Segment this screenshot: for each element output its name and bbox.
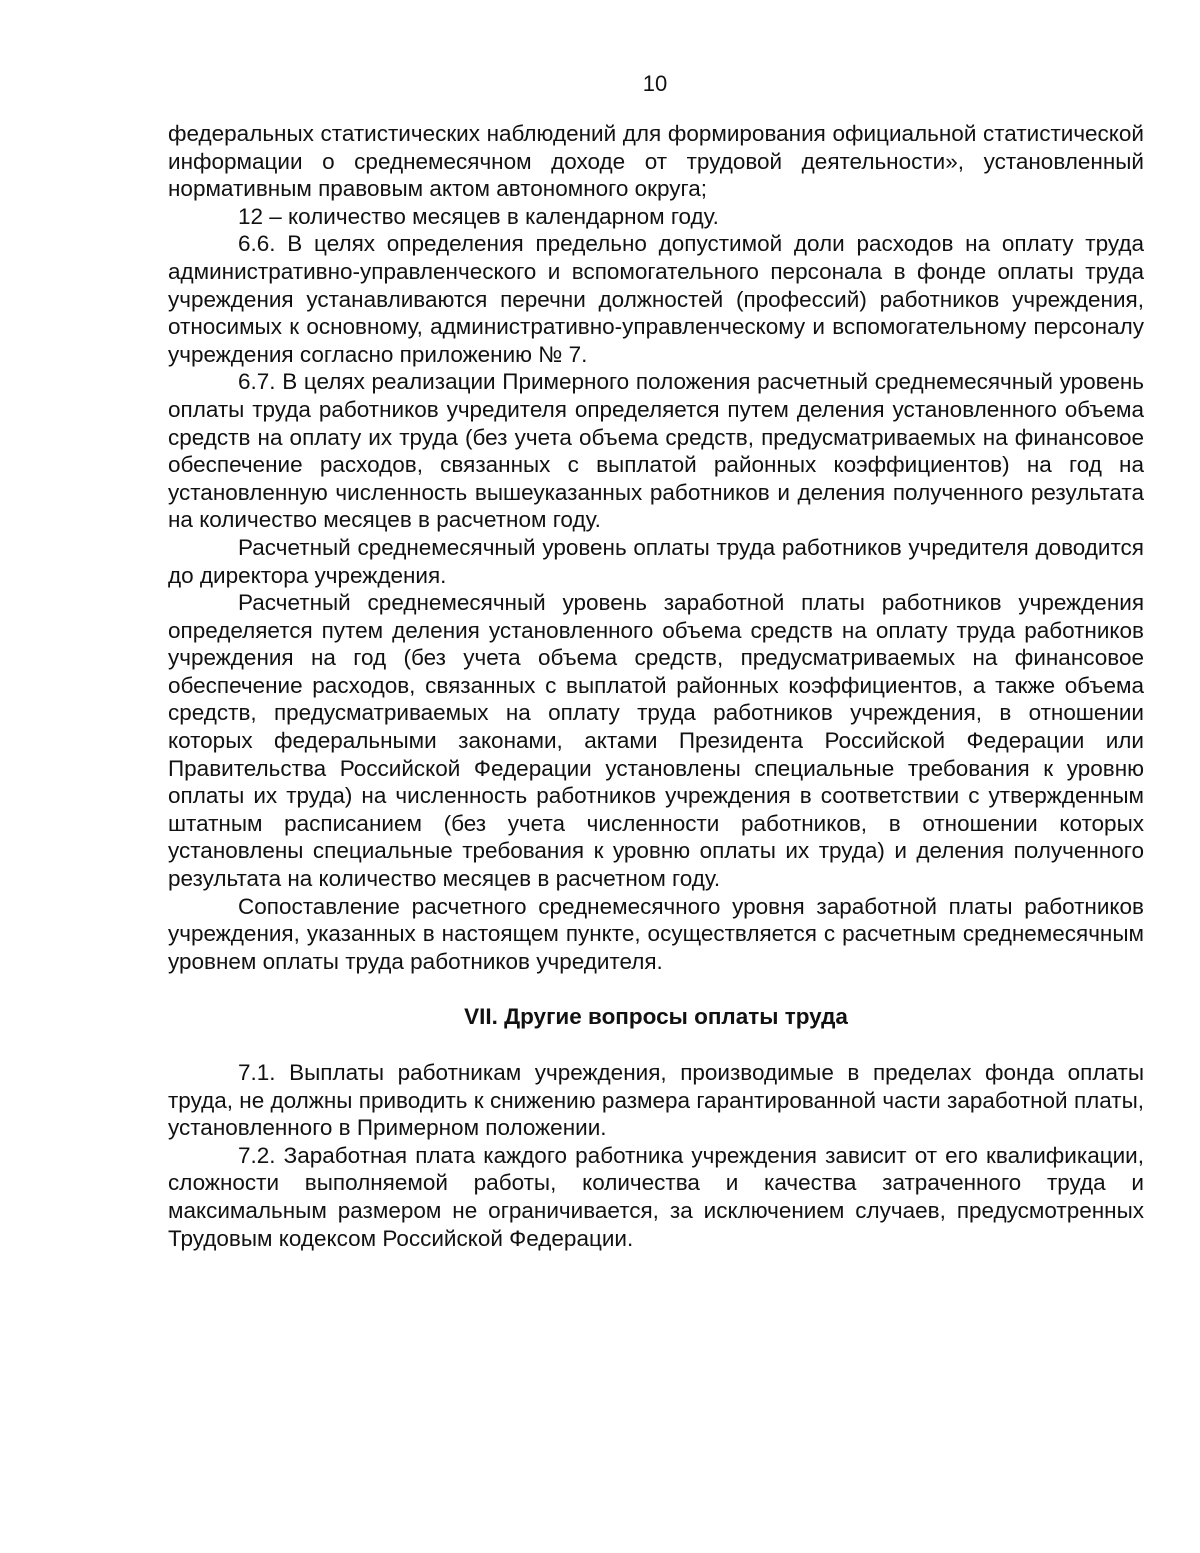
paragraph-comparison: Сопоставление расчетного среднемесячного уровня заработной платы работников учреждения, указанных в настоящем пункте, осуществляется с расчетным среднемесячным уровнем оплаты труда работников учредителя.	[168, 893, 1144, 974]
paragraph-6-6: 6.6. В целях определения предельно допустимой доли расходов на оплату труда административно-управленческого и вспомогательного персонала в фонде оплаты труда учреждения устанавливаются перечни должностей (профессий) работников учреждения, относимых к основному, административно-управленческому и вспомогательному персоналу учреждения согласно приложению № 7.	[168, 231, 1144, 367]
paragraph-founder-level: Расчетный среднемесячный уровень оплаты труда работников учредителя доводится до директора учреждения.	[168, 534, 1144, 588]
document-body	[168, 120, 1144, 1252]
paragraph-6-7: 6.7. В целях реализации Примерного положения расчетный среднемесячный уровень оплаты труда работников учредителя определяется путем деления установленного объема средств на оплату их труда (без учета объема средств, предусматриваемых на финансовое обеспечение расходов, связанных с выплатой районных коэффициентов) на год на установленную численность вышеуказанных работников и деления полученного результата на количество месяцев в расчетном году.	[168, 369, 1144, 533]
paragraph-continuation: федеральных статистических наблюдений для формирования официальной статистической информации о среднемесячном доходе от трудовой деятельности», установленный нормативным правовым актом автономного округа;	[168, 121, 1144, 202]
paragraph-7-2: 7.2. Заработная плата каждого работника учреждения зависит от его квалификации, сложности выполняемой работы, количества и качества затраченного труда и максимальным размером не ограничивается, за исключением случаев, предусмотренных Трудовым кодексом Российской Федерации.	[168, 1142, 1144, 1251]
paragraph-7-1: 7.1. Выплаты работникам учреждения, производимые в пределах фонда оплаты труда, не должны приводить к снижению размера гарантированной части заработной платы, установленного в Примерном положении.	[168, 1060, 1144, 1141]
section-heading: VII. Другие вопросы оплаты труда	[464, 1004, 848, 1030]
paragraph-months-definition: 12 – количество месяцев в календарном году.	[238, 203, 719, 229]
paragraph-institution-level: Расчетный среднемесячный уровень заработной платы работников учреждения определяется путем деления установленного объема средств на оплату труда работников учреждения на год (без учета объема средств, предусматриваемых на финансовое обеспечение расходов, связанных с выплатой районных коэффициентов, а также объема средств, предусматриваемых на оплату труда работников учреждения, в отношении которых федеральными законами, актами Президента Российской Федерации или Правительства Российской Федерации установлены специальные требования к уровню оплаты их труда) на численность работников учреждения в соответствии с утвержденным штатным расписанием (без учета численности работников, в отношении которых установлены специальные требования к уровню оплаты их труда) и деления полученного результата на количество месяцев в расчетном году.	[168, 590, 1144, 892]
page-number: 10	[642, 71, 668, 96]
